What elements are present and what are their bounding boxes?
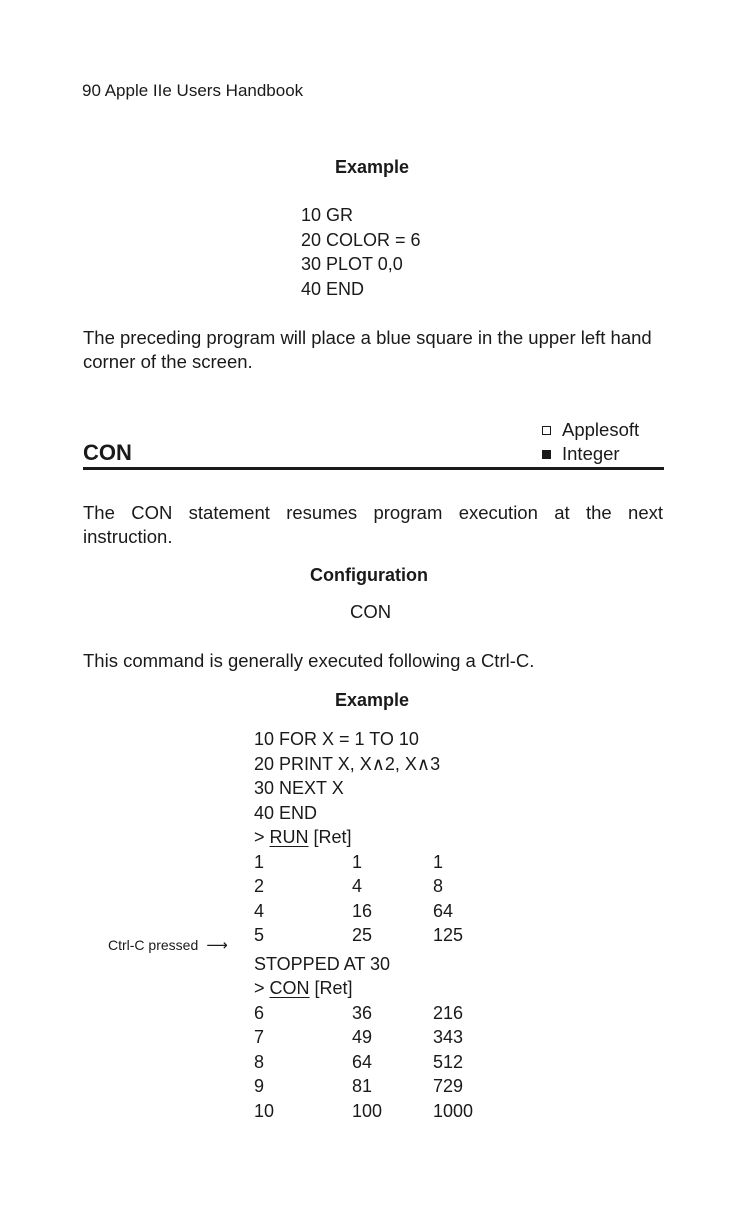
output-x: 9 — [254, 1076, 265, 1096]
output-x-squared: 81 — [352, 1076, 373, 1096]
output-x-cubed: 8 — [433, 876, 444, 896]
prompt-symbol: > — [254, 827, 270, 847]
output-row — [254, 874, 493, 899]
empty-square-icon — [542, 426, 551, 435]
code-line: 20 PRINT X, X∧2, X∧3 — [254, 753, 441, 774]
output-x: 8 — [254, 1051, 265, 1072]
output-x-squared: 1 — [352, 851, 363, 872]
code-line: 10 GR — [301, 205, 354, 225]
output-x-cubed: 1 — [433, 851, 444, 872]
output-row — [254, 1099, 493, 1124]
code-line: 10 FOR X = 1 TO 10 — [254, 729, 419, 749]
output-row — [254, 899, 493, 924]
output-x-cubed: 125 — [433, 925, 464, 945]
output-row — [254, 1025, 493, 1050]
output-x-squared: 25 — [352, 925, 373, 945]
output-x-cubed: 343 — [433, 1027, 464, 1047]
page-number: 90 — [82, 81, 101, 100]
code-line: 30 NEXT X — [254, 778, 344, 798]
example2-code-block — [254, 727, 493, 1123]
output-x-squared: 16 — [352, 900, 373, 921]
legend-item — [542, 442, 639, 466]
example-heading: Example — [335, 157, 410, 177]
configuration-text: CON — [350, 601, 392, 622]
arrow-right-icon: ⟶ — [206, 937, 228, 954]
filled-square-icon — [542, 450, 551, 459]
output-x-squared: 49 — [352, 1027, 373, 1047]
output-x-cubed: 1000 — [433, 1100, 474, 1121]
stopped-message: STOPPED AT 30 — [254, 953, 391, 974]
output-row — [254, 1074, 493, 1099]
output-x: 10 — [254, 1100, 275, 1121]
ctrl-c-annotation — [108, 936, 228, 954]
code-line: 40 END — [301, 278, 365, 299]
prompt-symbol: > — [254, 978, 270, 998]
run-prompt — [254, 825, 493, 850]
code-line: 30 PLOT 0,0 — [301, 254, 403, 274]
prompt-suffix: [Ret] — [309, 978, 353, 998]
example-code-block — [301, 203, 421, 301]
output-x: 2 — [254, 876, 265, 896]
output-row — [254, 850, 493, 875]
output-x-squared: 4 — [352, 876, 363, 896]
page-header — [82, 81, 303, 101]
legend-label: Applesoft — [562, 419, 640, 440]
prompt-command: RUN — [269, 827, 309, 847]
book-title: Apple IIe Users Handbook — [104, 81, 304, 100]
output-x-cubed: 512 — [433, 1051, 464, 1072]
output-x: 1 — [254, 851, 265, 872]
output-x-squared: 64 — [352, 1051, 373, 1072]
output-x-cubed: 64 — [433, 900, 454, 921]
section-rule — [83, 467, 664, 470]
legend-item — [542, 418, 639, 442]
language-legend — [542, 418, 639, 466]
output-row — [254, 1050, 493, 1075]
output-x: 6 — [254, 1002, 265, 1023]
output-x-cubed: 729 — [433, 1076, 464, 1096]
output-row — [254, 923, 493, 948]
output-row — [254, 1001, 493, 1026]
prompt-suffix: [Ret] — [308, 827, 352, 847]
prompt-command: CON — [269, 978, 310, 998]
output-x: 7 — [254, 1027, 265, 1047]
annotation-label: Ctrl-C pressed — [108, 937, 199, 953]
intro-paragraph: The CON statement resumes program execution at the next instruction. — [83, 502, 663, 547]
note-paragraph: This command is generally executed following a Ctrl-C. — [83, 650, 535, 671]
code-line: 40 END — [254, 802, 318, 823]
example2-heading: Example — [335, 690, 410, 710]
output-x-squared: 100 — [352, 1100, 383, 1121]
description-paragraph: The preceding program will place a blue square in the upper left hand corner of the screen. — [83, 327, 652, 372]
output-x: 4 — [254, 900, 265, 921]
code-line: 20 COLOR = 6 — [301, 229, 421, 250]
configuration-heading: Configuration — [310, 565, 428, 585]
section-title: CON — [83, 440, 132, 465]
legend-label: Integer — [562, 443, 620, 464]
output-x-cubed: 216 — [433, 1002, 464, 1023]
con-prompt — [254, 976, 493, 1001]
output-x-squared: 36 — [352, 1002, 373, 1023]
output-x: 5 — [254, 925, 265, 945]
